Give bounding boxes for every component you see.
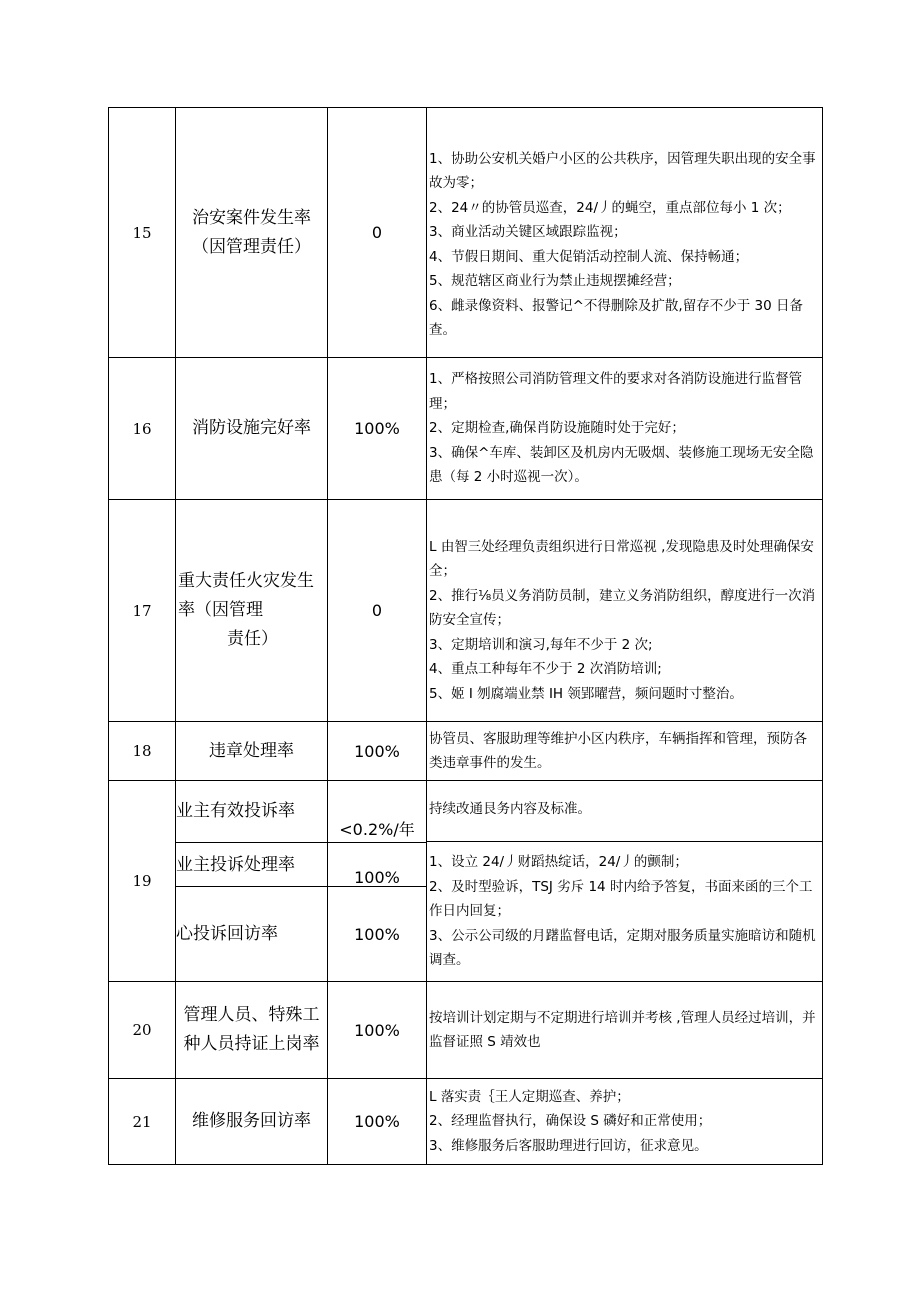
row-21-measures: [426, 1078, 823, 1165]
row-18-measure-1: 协管员、客服助理等维护小区内秩序，车辆指挥和管理，预防各类违章事件的发生。: [429, 730, 807, 771]
row-15-measure-5: 5、规范辖区商业行为禁止违规摆摊经营；: [429, 273, 681, 289]
row-19-target-2: 100%: [327, 842, 427, 887]
row-17-number: 17: [108, 499, 176, 722]
row-19-measures-top: [426, 780, 823, 842]
row-21-measure-1: L 落实责｛王人定期巡查、养护；: [429, 1088, 630, 1105]
row-15-measure-2: 2、24〃的协管员巡查，24/丿的蝇空，重点部位每小 1 次；: [429, 199, 791, 216]
row-17-measures: [426, 499, 823, 722]
row-21-target: 100%: [327, 1078, 427, 1165]
row-16-name-line-1: 消防设施完好率: [192, 418, 311, 438]
row-16-measure-2: 2、定期检查,确保肖防设施随时处于完好；: [429, 420, 685, 437]
row-16-measures: [426, 357, 823, 500]
row-16-number: 16: [108, 357, 176, 500]
row-17-indicator: [175, 499, 328, 722]
row-17-measure-4: 4、重点工种每年不少于 2 次消防培训;: [429, 661, 662, 678]
row-17-name-line-2: 率（因管理: [178, 600, 263, 620]
row-21-indicator: [175, 1078, 328, 1165]
row-15-measure-3: 3、商业活动关键区域跟踪监视；: [429, 224, 627, 240]
row-15-measure-4: 4、节假日期间、重大促销活动控制人流、保持畅通；: [429, 248, 749, 265]
row-15-measures: [426, 107, 823, 358]
row-16-indicator: [175, 357, 328, 500]
row-19-indicator-3: 心投诉回访率: [175, 886, 328, 982]
row-19-target-3: 100%: [327, 886, 427, 982]
row-15-name-line-1: 治安案件发生率: [192, 207, 311, 228]
row-20-target: 100%: [327, 981, 427, 1079]
row-19-target-1: <0.2%/年: [327, 780, 427, 842]
row-16-target: 100%: [327, 357, 427, 500]
row-17-measure-3: 3、定期培训和演习,每年不少于 2 次;: [429, 636, 653, 653]
row-19-measure-1: 1、设立 24/丿财蹈热绽话，24/丿的颤制；: [429, 854, 688, 871]
row-15-indicator: [175, 107, 328, 358]
row-21-name-line-1: 维修服务回访率: [192, 1111, 311, 1131]
row-21-measure-2: 2、经理监督执行，确保设 S 磷好和正常使用；: [429, 1113, 712, 1130]
row-19-indicator-1: 业主有效投诉率: [175, 780, 328, 842]
row-16-measure-1: 1、严格按照公司消防管理文件的要求对各消防设施进行监督管理；: [429, 371, 803, 412]
row-19-number: 19: [108, 780, 176, 982]
row-17-name-line-3: 责任）: [227, 629, 278, 649]
row-20-number: 20: [108, 981, 176, 1079]
row-20-measure-1: 按培训计划定期与不定期进行培训并考核 ,管理人员经过培训，并监督证照 S 靖效也: [429, 1009, 816, 1050]
row-17-measure-2: 2、推行⅛员义务消防员制，建立义务消防组织，醇度进行一次消防安全宣传；: [429, 587, 816, 629]
row-15-measure-1: 1、协助公安机关婚户小区的公共秩序，因管理失职出现的安全事故为零；: [429, 150, 816, 191]
row-18-indicator: [175, 721, 328, 781]
row-16-measure-3: 3、确保^车库、装卸区及机房内无吸烟、装修施工现场无安全隐患（每 2 小时巡视一次）。: [429, 444, 814, 486]
row-18-name-line-1: 违章处理率: [209, 740, 294, 761]
row-15-name-line-2: （因管理责任）: [192, 236, 311, 257]
row-20-measures: [426, 981, 823, 1079]
row-20-name-line-2: 种人员持证上岗率: [183, 1034, 320, 1054]
row-17-measure-5: 5、姬 I 刎腐端业禁 IH 领郢曜营，频问题时寸整治。: [429, 685, 743, 702]
row-19-measure-top-1: 持续改通艮务内容及标准。: [429, 800, 591, 817]
row-18-number: 18: [108, 721, 176, 781]
row-20-indicator: [175, 981, 328, 1079]
row-18-target: 100%: [327, 721, 427, 781]
row-17-measure-1: L 由智三处经理负责组织进行日常巡视 ,发现隐患及时处理确保安全；: [429, 538, 814, 580]
row-19-indicator-2: 业主投诉处理率: [175, 842, 328, 887]
row-19-measure-3: 3、公示公司级的月躇监督电话，定期对服务质量实施暗访和随机调查。: [429, 927, 816, 969]
row-19-measures: [426, 841, 823, 982]
row-15-target: 0: [327, 107, 427, 358]
row-21-number: 21: [108, 1078, 176, 1165]
row-17-name-line-1: 重大责任火灾发生: [178, 571, 314, 591]
row-20-name-line-1: 管理人员、特殊工: [183, 1005, 320, 1025]
row-15-measure-6: 6、雌录像资料、报警记^不得删除及扩散,留存不少于 30 日备查。: [429, 297, 803, 338]
row-17-target: 0: [327, 499, 427, 722]
row-18-measures: [426, 721, 823, 781]
row-21-measure-3: 3、维修服务后客服助理进行回访，征求意见。: [429, 1137, 708, 1154]
row-19-measure-2: 2、及时型验诉，TSJ 劣斥 14 时内给予答复，书面来函的三个工作日内回复；: [429, 878, 813, 920]
row-15-number: 15: [108, 107, 176, 358]
